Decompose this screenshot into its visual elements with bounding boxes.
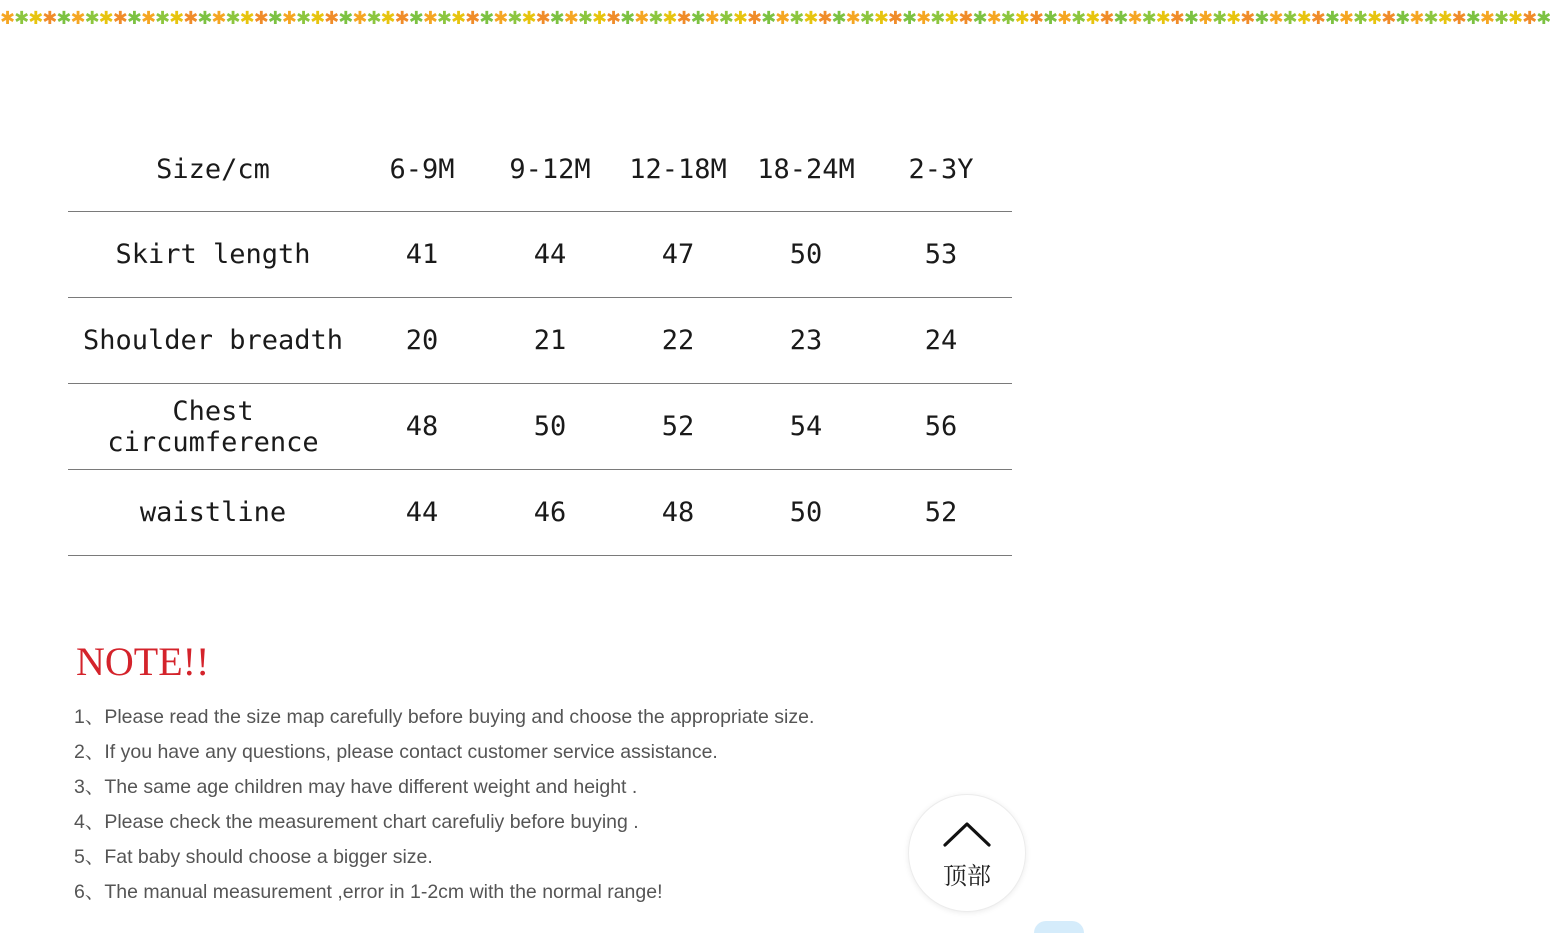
flower-icon: ✱	[1240, 8, 1255, 29]
header-size-6-9m: 6-9M	[389, 154, 455, 185]
flower-icon: ✱	[1310, 8, 1325, 29]
table-cell: 47	[661, 239, 695, 270]
table-cell: 50	[533, 411, 567, 442]
flower-icon: ✱	[253, 8, 268, 29]
flower-icon: ✱	[817, 8, 832, 29]
flower-icon: ✱	[577, 8, 592, 29]
flower-icon: ✱	[1212, 8, 1227, 29]
flower-icon: ✱	[690, 8, 705, 29]
flower-icon: ✱	[831, 8, 846, 29]
flower-icon: ✱	[916, 8, 931, 29]
flower-icon: ✱	[436, 8, 451, 29]
table-cell: 24	[924, 325, 958, 356]
flower-icon: ✱	[1099, 8, 1114, 29]
flower-icon: ✱	[380, 8, 395, 29]
table-cell: 52	[661, 411, 695, 442]
flower-icon: ✱	[732, 8, 747, 29]
flower-icon: ✱	[1000, 8, 1015, 29]
table-cell: 48	[661, 497, 695, 528]
flower-icon: ✱	[1071, 8, 1086, 29]
flower-icon: ✱	[1451, 8, 1466, 29]
flower-icon: ✱	[211, 8, 226, 29]
table-cell: 20	[405, 325, 439, 356]
flower-icon: ✱	[902, 8, 917, 29]
header-size-18-24m: 18-24M	[757, 154, 855, 185]
flower-icon: ✱	[1479, 8, 1494, 29]
flower-icon: ✱	[986, 8, 1001, 29]
flower-icon: ✱	[1254, 8, 1269, 29]
flower-icon: ✱	[1324, 8, 1339, 29]
flower-icon: ✱	[1409, 8, 1424, 29]
table-cell: 22	[661, 325, 695, 356]
size-chart-table	[68, 128, 1012, 556]
flower-icon: ✱	[267, 8, 282, 29]
flower-icon: ✱	[1127, 8, 1142, 29]
flower-icon: ✱	[338, 8, 353, 29]
row-label-chest-circumference: Chest circumference	[107, 395, 319, 458]
flower-icon: ✱	[197, 8, 212, 29]
flower-icon: ✱	[944, 8, 959, 29]
table-cell: 53	[924, 239, 958, 270]
table-row	[68, 470, 1012, 556]
flower-icon: ✱	[140, 8, 156, 29]
flower-icon: ✱	[1155, 8, 1170, 29]
flower-icon: ✱	[84, 8, 99, 29]
table-cell: 41	[405, 239, 439, 270]
list-item: 3、The same age children may have different weight and height .	[74, 776, 638, 798]
table-cell: 50	[789, 497, 823, 528]
flower-icon: ✱	[620, 8, 635, 29]
flower-icon: ✱	[14, 8, 29, 29]
flower-icon: ✱	[1493, 8, 1509, 29]
flower-icon: ✱	[648, 8, 663, 29]
flower-icon: ✱	[775, 8, 790, 29]
flower-icon: ✱	[1085, 8, 1100, 29]
flower-icon: ✱	[803, 8, 818, 29]
flower-icon: ✱	[422, 8, 437, 29]
table-cell: 44	[533, 239, 567, 270]
flower-icon: ✱	[845, 8, 860, 29]
flower-icon: ✱	[408, 8, 423, 29]
flower-icon: ✱	[1268, 8, 1283, 29]
flower-icon: ✱	[42, 8, 57, 29]
flower-icon: ✱	[789, 8, 804, 29]
flower-icon: ✱	[352, 8, 367, 29]
flower-icon: ✱	[493, 8, 508, 29]
list-item: 6、The manual measurement ,error in 1-2cm with the normal range!	[74, 881, 663, 903]
flower-icon: ✱	[451, 8, 466, 29]
table-cell: 44	[405, 497, 439, 528]
flower-icon: ✱	[295, 8, 311, 29]
decorative-flower-border	[0, 8, 1550, 30]
flower-icon: ✱	[1522, 8, 1537, 29]
flower-icon: ✱	[958, 8, 973, 29]
flower-icon: ✱	[1367, 8, 1382, 29]
flower-icon: ✱	[1057, 8, 1072, 29]
flower-icon: ✱	[930, 8, 945, 29]
flower-icon: ✱	[887, 8, 902, 29]
flower-icon: ✱	[56, 8, 71, 29]
flower-icon: ✱	[634, 8, 649, 29]
flower-icon: ✱	[563, 8, 578, 29]
flower-icon: ✱	[507, 8, 522, 29]
flower-icon: ✱	[394, 8, 409, 29]
table-row	[68, 298, 1012, 384]
row-label-waistline: waistline	[139, 497, 287, 528]
flower-icon: ✱	[873, 8, 888, 29]
table-cell: 46	[533, 497, 567, 528]
corner-decoration	[1034, 921, 1084, 933]
flower-icon: ✱	[1353, 8, 1368, 29]
flower-icon: ✱	[1395, 8, 1410, 29]
flower-icon: ✱	[281, 8, 296, 29]
list-item: 2、If you have any questions, please contact customer service assistance.	[74, 741, 718, 763]
flower-icon: ✱	[1536, 8, 1550, 29]
flower-icon: ✱	[1508, 8, 1523, 29]
flower-icon: ✱	[112, 8, 127, 29]
flower-icon: ✱	[239, 8, 254, 29]
flower-icon: ✱	[70, 8, 85, 29]
flower-icon: ✱	[606, 8, 621, 29]
table-cell: 21	[533, 325, 567, 356]
flower-icon: ✱	[1197, 8, 1213, 29]
table-row	[68, 384, 1012, 470]
flower-icon: ✱	[535, 8, 550, 29]
flower-icon: ✱	[0, 8, 15, 29]
chevron-up-icon	[941, 816, 993, 848]
flower-icon: ✱	[859, 8, 874, 29]
flower-icon: ✱	[704, 8, 719, 29]
header-size-2-3y: 2-3Y	[908, 154, 974, 185]
flower-icon: ✱	[155, 8, 170, 29]
flower-icon: ✱	[169, 8, 184, 29]
flower-icon: ✱	[662, 8, 677, 29]
table-cell: 50	[789, 239, 823, 270]
table-cell: 56	[924, 411, 958, 442]
flower-icon: ✱	[1028, 8, 1043, 29]
header-size-9-12m: 9-12M	[509, 154, 591, 185]
flower-icon: ✱	[1465, 8, 1480, 29]
flower-icon: ✱	[676, 8, 691, 29]
flower-icon: ✱	[972, 8, 987, 29]
flower-icon: ✱	[479, 8, 494, 29]
flower-icon: ✱	[521, 8, 536, 29]
flower-icon: ✱	[1437, 8, 1452, 29]
flower-icon: ✱	[1183, 8, 1198, 29]
flower-icon: ✱	[1381, 8, 1396, 29]
table-row	[68, 212, 1012, 298]
flower-icon: ✱	[366, 8, 381, 29]
list-item: 5、Fat baby should choose a bigger size.	[74, 846, 433, 868]
header-size-12-18m: 12-18M	[629, 154, 727, 185]
flower-icon: ✱	[98, 8, 113, 29]
flower-icon: ✱	[1282, 8, 1297, 29]
list-item: 4、Please check the measurement chart carefuliy before buying .	[74, 811, 639, 833]
back-to-top-button[interactable]	[908, 794, 1026, 912]
flower-icon: ✱	[1226, 8, 1241, 29]
flower-icon: ✱	[28, 8, 43, 29]
row-label-skirt-length: Skirt length	[115, 239, 311, 270]
flower-icon: ✱	[549, 8, 564, 29]
flower-icon: ✱	[1169, 8, 1184, 29]
flower-icon: ✱	[718, 8, 733, 29]
table-cell: 23	[789, 325, 823, 356]
flower-icon: ✱	[1141, 8, 1156, 29]
flower-icon: ✱	[591, 8, 607, 29]
flower-icon: ✱	[183, 8, 198, 29]
table-cell: 54	[789, 411, 823, 442]
back-to-top-label: 顶部	[943, 861, 991, 890]
flower-icon: ✱	[465, 8, 480, 29]
header-size-label: Size/cm	[156, 154, 270, 185]
table-cell: 48	[405, 411, 439, 442]
flower-icon: ✱	[1014, 8, 1029, 29]
flower-icon: ✱	[1296, 8, 1311, 29]
table-header-row	[68, 128, 1012, 212]
flower-icon: ✱	[324, 8, 339, 29]
row-label-shoulder-breadth: Shoulder breadth	[82, 325, 344, 356]
flower-icon: ✱	[225, 8, 240, 29]
flower-icon: ✱	[1113, 8, 1128, 29]
flower-icon: ✱	[310, 8, 325, 29]
list-item: 1、Please read the size map carefully before buying and choose the appropriate size.	[74, 706, 815, 728]
flower-icon: ✱	[126, 8, 141, 29]
flower-icon: ✱	[1423, 8, 1438, 29]
flower-icon: ✱	[761, 8, 776, 29]
note-title: NOTE!!	[76, 639, 210, 684]
flower-icon: ✱	[746, 8, 762, 29]
flower-icon: ✱	[1338, 8, 1353, 29]
table-cell: 52	[924, 497, 958, 528]
flower-icon: ✱	[1042, 8, 1058, 29]
note-list	[74, 700, 814, 910]
